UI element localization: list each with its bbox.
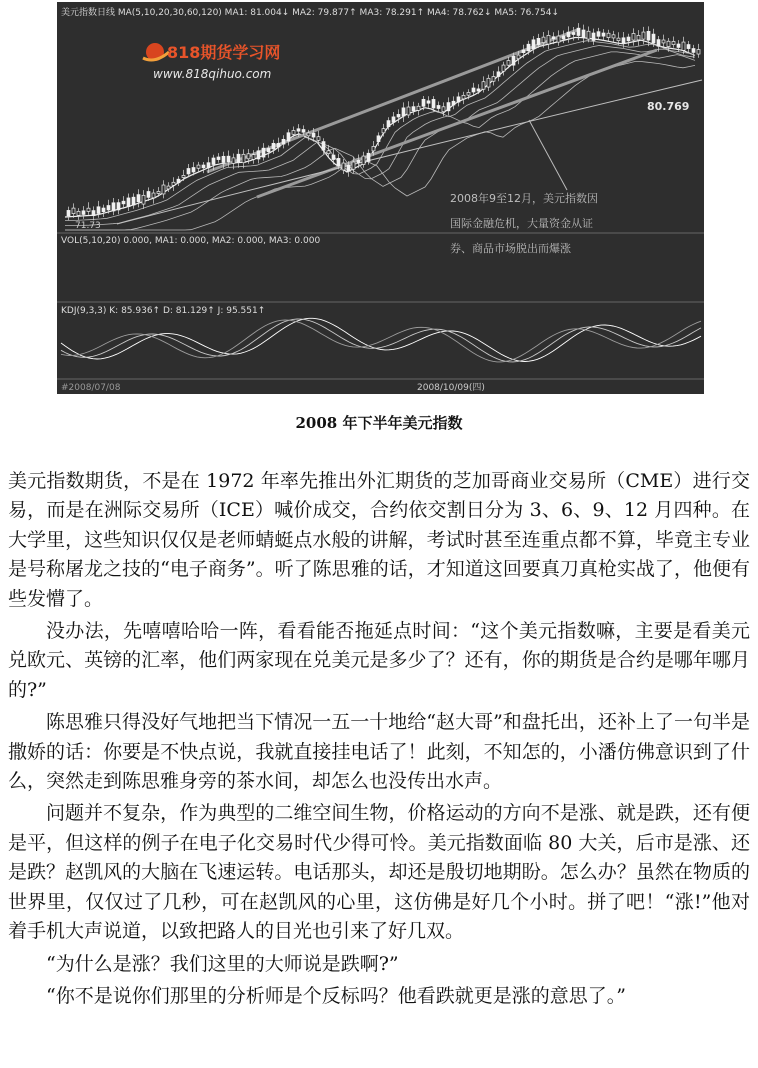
- candle-body: [572, 33, 575, 35]
- candle-body: [232, 158, 235, 163]
- candle-body: [422, 99, 425, 106]
- annotation-line-3: 券、商品市场脱出而爆涨: [450, 242, 571, 255]
- paragraph-5: “为什么是涨？我们这里的大师说是跌啊?”: [46, 952, 399, 975]
- candle-body: [412, 107, 415, 111]
- candle-body: [497, 72, 500, 77]
- candle-body: [507, 61, 510, 66]
- paragraph-4: 问题并不复杂，作为典型的二维空间生物，价格运动的方向不是涨、就是跌，还有便是平，但这样的例子在电子化交易时代少得可怜。美元指数面临 80 大关，后市是涨、还是跌？赵凯风的大脑在飞速运转。电话那头，却还是殷切地期盼。怎么办？虽然在物质的世界里，仅仅过了几秒，可在赵凯风的心里，这仿佛是好几个小时。拼了吧！“涨!”他对着手机大声说道，以致把路人的目光也引来了好几双。: [8, 802, 750, 943]
- candle-body: [217, 157, 220, 160]
- kdj-label: KDJ(9,3,3) K: 85.936↑ D: 81.129↑ J: 95.551↑: [61, 306, 266, 316]
- paragraph-2: 没办法，先嘻嘻哈哈一阵，看看能否拖延点时间：“这个美元指数嘛，主要是看美元兑欧元、英镑的汇率，他们两家现在兑美元是多少了？还有，你的期货是合约是哪年哪月的?”: [8, 620, 750, 701]
- candle-body: [287, 133, 290, 141]
- candle-body: [592, 33, 595, 41]
- candle-body: [157, 191, 160, 193]
- candle-body: [227, 156, 230, 162]
- candle-body: [132, 197, 135, 205]
- article-body: [8, 467, 750, 1014]
- candle-body: [137, 195, 140, 202]
- candle-body: [582, 30, 585, 38]
- candle-body: [377, 136, 380, 142]
- candle-body: [362, 156, 365, 164]
- candle-body: [432, 99, 435, 108]
- candle-body: [442, 107, 445, 112]
- candle-body: [177, 179, 180, 183]
- dollar-index-chart: [57, 2, 704, 394]
- candle-body: [387, 121, 390, 127]
- candle-body: [467, 92, 470, 95]
- candle-body: [102, 208, 105, 212]
- candle-body: [662, 40, 665, 43]
- candle-body: [87, 208, 90, 211]
- candle-body: [357, 160, 360, 163]
- candle-body: [427, 101, 430, 103]
- candle-body: [187, 168, 190, 173]
- candle-body: [532, 40, 535, 49]
- annotation-line-1: 2008年9至12月，美元指数因: [450, 192, 598, 205]
- price-label: 80.769: [647, 100, 690, 113]
- candle-body: [302, 130, 305, 133]
- candle-body: [652, 34, 655, 43]
- candle-body: [142, 195, 145, 204]
- candle-body: [267, 148, 270, 151]
- candle-body: [647, 31, 650, 40]
- date-label: 2008/10/09(四): [417, 383, 485, 393]
- candle-body: [637, 35, 640, 39]
- candle-body: [682, 42, 685, 50]
- candle-body: [147, 191, 150, 197]
- candle-body: [517, 55, 520, 59]
- candle-body: [667, 41, 670, 46]
- candle-body: [527, 44, 530, 51]
- candle-body: [82, 211, 85, 215]
- candle-body: [342, 163, 345, 170]
- candle-body: [107, 206, 110, 210]
- annotation-line-2: 国际金融危机，大量资金从证: [450, 217, 593, 230]
- candle-body: [307, 133, 310, 136]
- candle-body: [677, 44, 680, 47]
- candle-body: [337, 158, 340, 166]
- candle-body: [317, 137, 320, 141]
- candle-body: [612, 35, 615, 38]
- candle-body: [237, 154, 240, 162]
- candle-body: [392, 117, 395, 122]
- candle-body: [542, 37, 545, 42]
- candle-body: [627, 37, 630, 41]
- candle-body: [352, 162, 355, 169]
- bottom-left-label: #2008/07/08: [61, 383, 121, 393]
- vol-label: VOL(5,10,20) 0.000, MA1: 0.000, MA2: 0.000, MA3: 0.000: [61, 236, 321, 246]
- candle-body: [577, 28, 580, 35]
- candle-body: [167, 186, 170, 189]
- candle-body: [192, 168, 195, 172]
- chart-header: 美元指数日线 MA(5,10,20,30,60,120) MA1: 81.004↓ MA2: 79.877↑ MA3: 78.291↑ MA4: 78.762↓ MA5: 76.754↓: [61, 8, 559, 18]
- site-url: www.818qihuo.com: [153, 67, 272, 81]
- candle-body: [562, 36, 565, 39]
- candle-body: [197, 165, 200, 168]
- candle-body: [452, 101, 455, 105]
- candle-body: [487, 78, 490, 87]
- candle-body: [92, 211, 95, 216]
- candle-body: [172, 182, 175, 185]
- candle-body: [657, 40, 660, 47]
- candle-body: [312, 133, 315, 137]
- candle-body: [457, 97, 460, 102]
- candle-body: [127, 198, 130, 207]
- candle-body: [207, 163, 210, 168]
- candle-body: [557, 36, 560, 42]
- candle-body: [477, 89, 480, 91]
- candle-body: [587, 31, 590, 39]
- candle-body: [407, 107, 410, 115]
- candle-body: [202, 165, 205, 168]
- candle-body: [462, 95, 465, 99]
- candle-body: [502, 65, 505, 71]
- candle-body: [687, 45, 690, 49]
- candle-body: [437, 105, 440, 108]
- chart-canvas: [57, 2, 704, 394]
- candle-body: [492, 77, 495, 82]
- candle-body: [607, 33, 610, 37]
- candle-body: [512, 56, 515, 65]
- candle-body: [72, 208, 75, 214]
- candle-body: [152, 193, 155, 198]
- candle-body: [97, 207, 100, 214]
- candle-body: [692, 49, 695, 53]
- candle-body: [622, 38, 625, 44]
- candle-body: [537, 38, 540, 44]
- candle-body: [617, 38, 620, 41]
- candle-body: [282, 139, 285, 144]
- candle-body: [642, 32, 645, 39]
- paragraph-6: “你不是说你们那里的分析师是个反标吗？他看跌就更是涨的意思了。”: [46, 984, 626, 1007]
- candle-body: [67, 210, 70, 215]
- candle-body: [212, 158, 215, 164]
- candle-body: [472, 88, 475, 92]
- candle-body: [222, 156, 225, 162]
- candle-body: [567, 32, 570, 37]
- candle-body: [547, 35, 550, 44]
- candle-body: [597, 32, 600, 37]
- candle-body: [277, 143, 280, 147]
- candle-body: [382, 129, 385, 133]
- candle-body: [602, 33, 605, 36]
- site-name: 818期货学习网: [167, 43, 281, 62]
- candle-body: [77, 211, 80, 215]
- candle-body: [242, 154, 245, 162]
- candle-body: [372, 146, 375, 150]
- candle-body: [327, 151, 330, 154]
- candle-body: [367, 153, 370, 161]
- candle-body: [112, 203, 115, 211]
- low-label: 71.73: [75, 221, 101, 231]
- candle-body: [297, 129, 300, 131]
- candle-body: [417, 106, 420, 110]
- candle-body: [247, 154, 250, 159]
- candle-body: [292, 131, 295, 135]
- candle-body: [162, 185, 165, 194]
- candle-body: [257, 151, 260, 159]
- candle-body: [522, 50, 525, 53]
- candle-body: [332, 155, 335, 159]
- candle-body: [347, 165, 350, 171]
- candle-body: [252, 155, 255, 160]
- candle-body: [122, 201, 125, 204]
- candle-body: [262, 148, 265, 157]
- candle-body: [632, 33, 635, 40]
- candle-body: [397, 114, 400, 117]
- candle-body: [182, 175, 185, 177]
- candle-body: [117, 203, 120, 210]
- candle-body: [672, 41, 675, 44]
- candle-body: [447, 103, 450, 111]
- candle-body: [402, 108, 405, 116]
- candle-body: [322, 142, 325, 151]
- candle-body: [272, 143, 275, 149]
- paragraph-1: 美元指数期货，不是在 1972 年率先推出外汇期货的芝加哥商业交易所（CME）进行交易，而是在洲际交易所（ICE）喊价成交，合约依交割日分为 3、6、9、12 月四种。在大学里，这些知识仅仅是老师蜻蜓点水般的讲解，考试时甚至连重点都不算，毕竟主专业是号称屠龙之技的“电子商务”。听了陈思雅的话，才知道这回要真刀真枪实战了，他便有些发懵了。: [8, 470, 750, 610]
- candle-body: [482, 82, 485, 90]
- candle-body: [697, 50, 700, 54]
- paragraph-3: 陈思雅只得没好气地把当下情况一五一十地给“赵大哥”和盘托出，还补上了一句半是撒娇的话：你要是不快点说，我就直接挂电话了！此刻，不知怎的，小潘仿佛意识到了什么，突然走到陈思雅身旁的茶水间，却怎么也没传出水声。: [8, 711, 750, 793]
- figure-caption: 2008 年下半年美元指数: [295, 414, 463, 432]
- candle-body: [552, 37, 555, 39]
